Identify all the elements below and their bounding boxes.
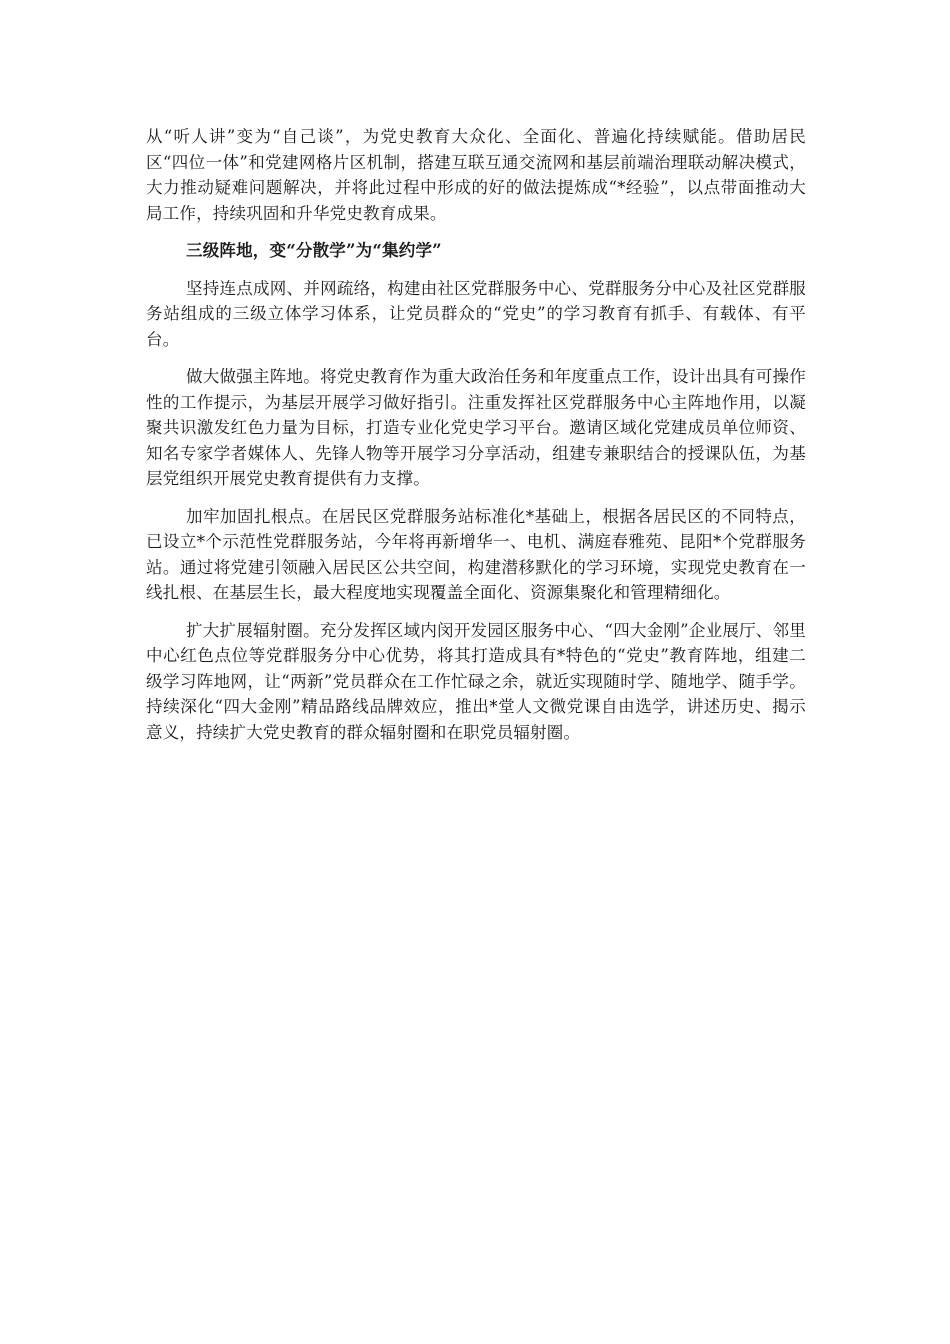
paragraph-radiation: 扩大扩展辐射圈。充分发挥区域内闵开发园区服务中心、“四大金刚”企业展厅、邻里中心红色点位等党群服务分中心优势，将其打造成具有*特色的“党史”教育阵地，组建二级学习阵地网，让“两新”党员群众在工作忙碌之余，就近实现随时学、随地学、随手学。持续深化“四大金刚”精品路线品牌效应，推出*堂人文微党课自由选学，讲述历史、揭示意义，持续扩大党史教育的群众辐射圈和在职党员辐射圈。 bbox=[146, 620, 806, 742]
paragraph-continuation: 从“听人讲”变为“自己谈”，为党史教育大众化、全面化、普遍化持续赋能。借助居民区“四位一体”和党建网格片区机制，搭建互联互通交流网和基层前端治理联动解决模式，大力推动疑难问题解决，并将此过程中形成的好的做法提炼成“*经验”，以点带面推动大局工作，持续巩固和升华党史教育成果。 bbox=[146, 127, 806, 223]
document-body bbox=[146, 124, 806, 757]
paragraph-intro: 坚持连点成网、并网疏络，构建由社区党群服务中心、党群服务分中心及社区党群服务站组成的三级立体学习体系，让党员群众的“党史”的学习教育有抓手、有载体、有平台。 bbox=[146, 278, 806, 349]
section-heading: 三级阵地，变“分散学”为“集约学” bbox=[186, 241, 442, 260]
paragraph-root-point: 加牢加固扎根点。在居民区党群服务站标准化*基础上，根据各居民区的不同特点，已设立*个示范性党群服务站，今年将再新增华一、电机、满庭春雅苑、昆阳*个党群服务站。通过将党建引领融入居民区公共空间，构建潜移默化的学习环境，实现党史教育在一线扎根、在基层生长，最大程度地实现覆盖全面化、资源集聚化和管理精细化。 bbox=[146, 506, 806, 602]
paragraph-main-position: 做大做强主阵地。将党史教育作为重大政治任务和年度重点工作，设计出具有可操作性的工作提示，为基层开展学习做好指引。注重发挥社区党群服务中心主阵地作用，以凝聚共识激发红色力量为目标，打造专业化党史学习平台。邀请区域化党建成员单位师资、知名专家学者媒体人、先锋人物等开展学习分享活动，组建专兼职结合的授课队伍，为基层党组织开展党史教育提供有力支撑。 bbox=[146, 367, 806, 488]
